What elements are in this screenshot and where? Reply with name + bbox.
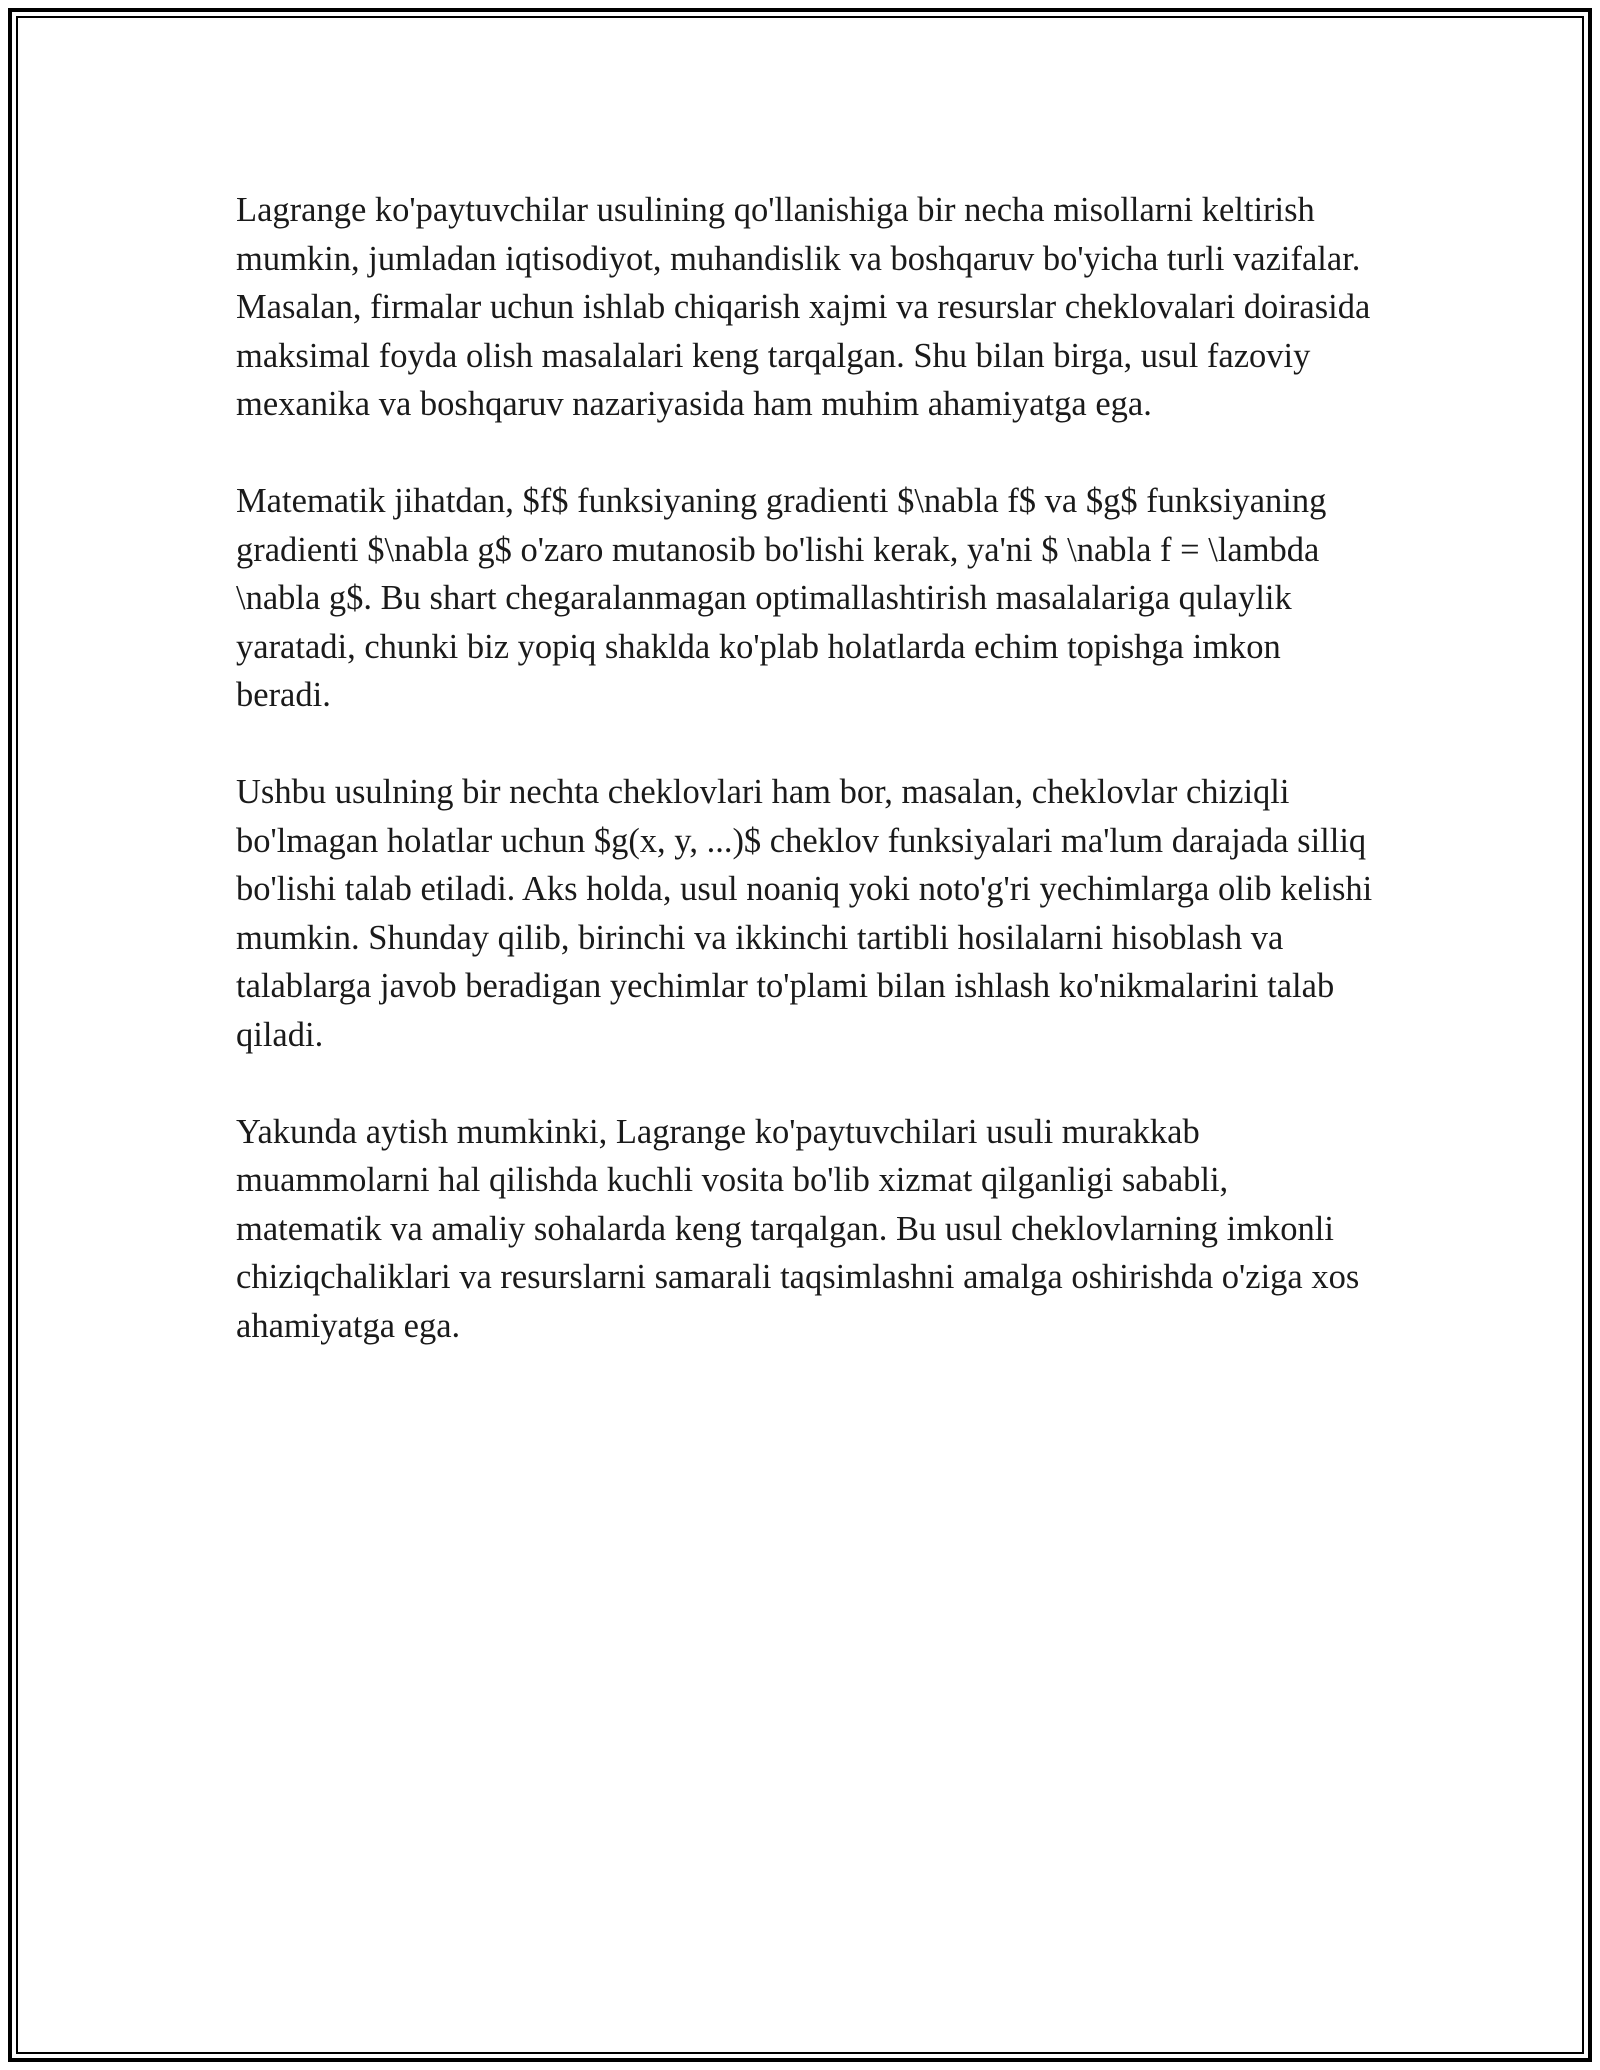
document-body bbox=[236, 186, 1376, 1399]
paragraph-2: Matematik jihatdan, $f$ funksiyaning gradienti $\nabla f$ va $g$ funksiyaning gradienti $\nabla g$ o'zaro mutanosib bo'lishi kerak, ya'ni $ \nabla f = \lambda \nabla g$. Bu shart chegaralanmagan optimallashtirish masalalariga qulaylik yaratadi, chunki biz yopiq shaklda ko'plab holatlarda echim topishga imkon beradi. bbox=[236, 482, 1327, 714]
paragraph-1: Lagrange ko'paytuvchilar usulining qo'llanishiga bir necha misollarni keltirish mumkin, jumladan iqtisodiyot, muhandislik va boshqaruv bo'yicha turli vazifalar. Masalan, firmalar uchun ishlab chiqarish xajmi va resurslar cheklovalari doirasida maksimal foyda olish masalalari keng tarqalgan. Shu bilan birga, usul fazoviy mexanika va boshqaruv nazariyasida ham muhim ahamiyatga ega. bbox=[236, 191, 1371, 423]
paragraph-3: Ushbu usulning bir nechta cheklovlari ham bor, masalan, cheklovlar chiziqli bo'lmagan holatlar uchun $g(x, y, ...)$ cheklov funksiyalari ma'lum darajada silliq bo'lishi talab etiladi. Aks holda, usul noaniq yoki noto'g'ri yechimlarga olib kelishi mumkin. Shunday qilib, birinchi va ikkinchi tartibli hosilalarni hisoblash va talablarga javob beradigan yechimlar to'plami bilan ishlash ko'nikmalarini talab qiladi. bbox=[236, 773, 1373, 1054]
paragraph-4: Yakunda aytish mumkinki, Lagrange ko'paytuvchilari usuli murakkab muammolarni hal qilishda kuchli vosita bo'lib xizmat qilganligi sababli, matematik va amaliy sohalarda keng tarqalgan. Bu usul cheklovlarning imkonli chiziqchaliklari va resurslarni samarali taqsimlashni amalga oshirishda o'ziga xos ahamiyatga ega. bbox=[236, 1112, 1360, 1345]
